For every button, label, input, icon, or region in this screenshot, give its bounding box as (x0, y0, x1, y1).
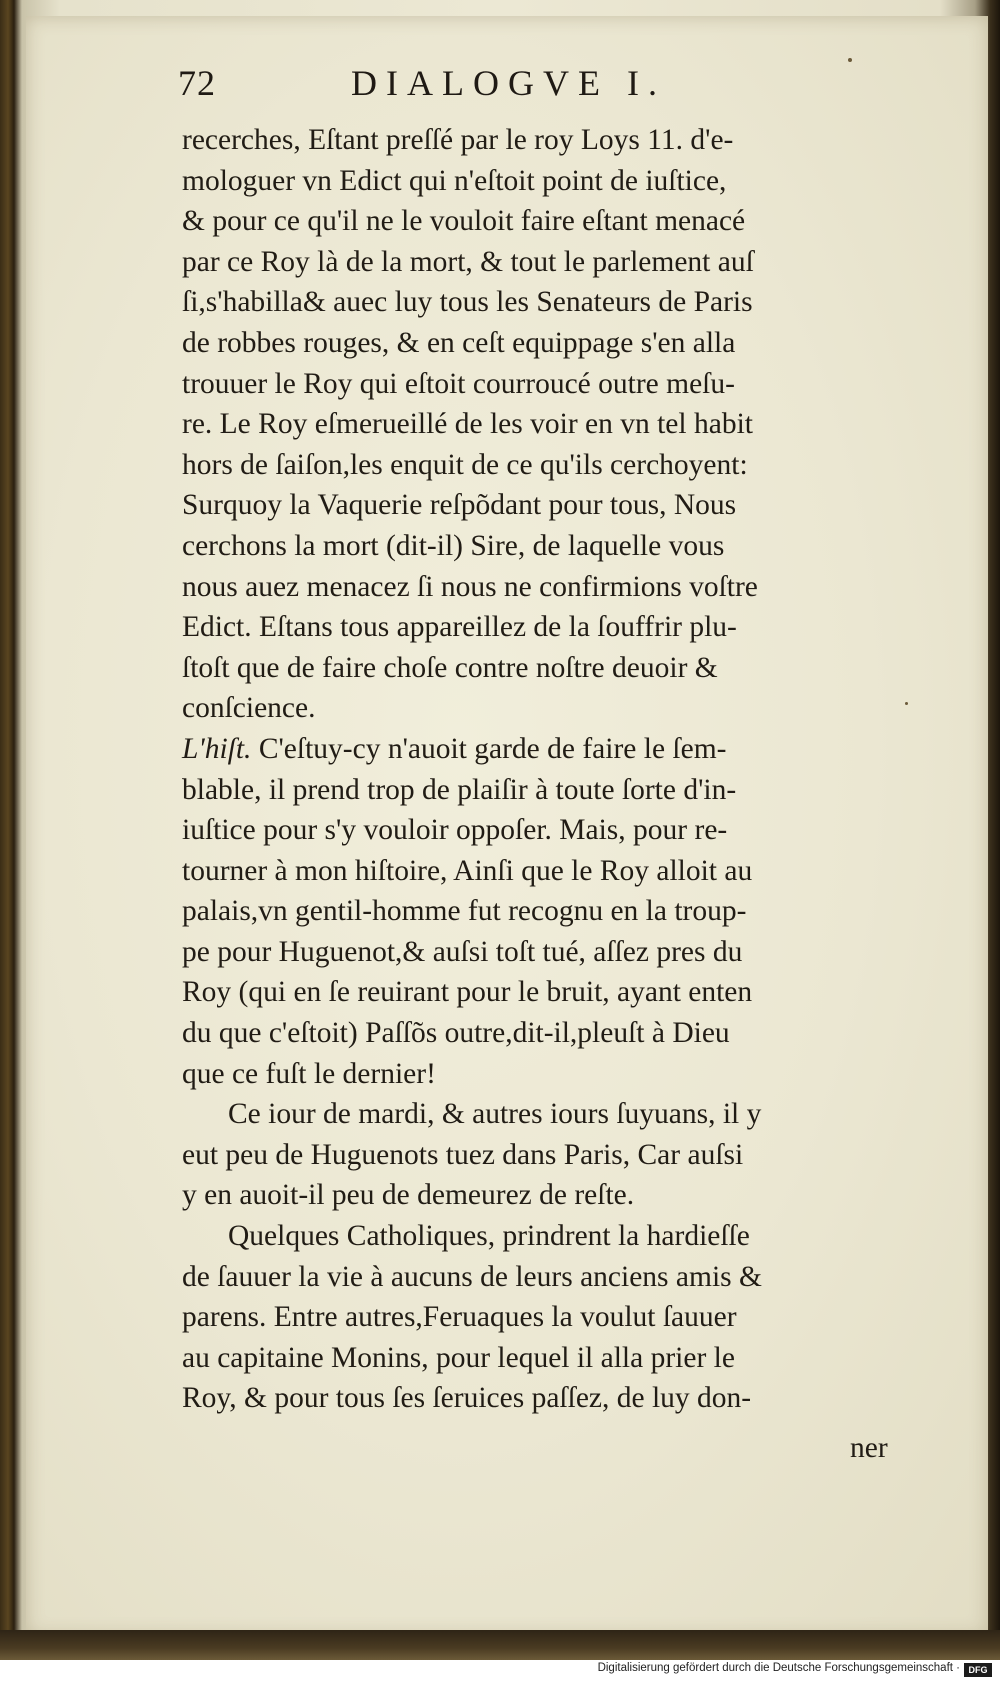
line-text: hors de ſaiſon,les enquit de ce qu'ils cerchoyent: (182, 448, 748, 481)
page-number: 72 (178, 63, 216, 103)
footer-credit: Digitalisierung gefördert durch die Deutsche Forschungsgemeinschaft · (597, 1662, 960, 1674)
text-line (182, 242, 897, 283)
text-line (182, 729, 897, 770)
text-line (182, 1054, 897, 1095)
text-line (182, 404, 897, 445)
line-text: Surquoy la Vaquerie reſpõdant pour tous, Nous (182, 489, 737, 522)
catchword: ner (850, 1432, 888, 1464)
running-head (178, 62, 738, 110)
line-text: de ſauuer la vie à aucuns de leurs anciens amis & (182, 1260, 762, 1293)
line-text: que ce fuſt le dernier! (182, 1057, 436, 1090)
text-line (182, 972, 897, 1013)
text-line (182, 1257, 897, 1298)
text-line (182, 1175, 897, 1216)
text-line (182, 485, 897, 526)
dfg-logo: DFG (964, 1663, 992, 1677)
line-text: conſcience. (182, 692, 316, 725)
text-line (182, 932, 897, 973)
line-text: Quelques Catholiques, prindrent la hardieſſe (228, 1220, 750, 1253)
line-text: recerches, Eſtant preſſé par le roy Loys 11. d'e- (182, 124, 734, 156)
running-title: DIALOGVE I. (351, 63, 666, 103)
line-text: re. Le Roy eſmerueillé de les voir en vn tel habit (182, 408, 753, 441)
text-line (182, 282, 897, 323)
text-line (182, 445, 897, 486)
text-line (182, 120, 897, 161)
line-text: eut peu de Huguenots tuez dans Paris, Car auſsi (182, 1138, 744, 1171)
text-line (182, 688, 897, 729)
line-text: ſi,s'habilla& auec luy tous les Senateurs de Paris (182, 286, 753, 319)
text-line (182, 1216, 897, 1257)
text-line (182, 526, 897, 567)
text-line (182, 1013, 897, 1054)
text-line (182, 1094, 897, 1135)
line-text: de robbes rouges, & en ceſt equippage s'en alla (182, 326, 736, 359)
line-text: cerchons la mort (dit-il) Sire, de laquelle vous (182, 529, 725, 562)
text-line (182, 323, 897, 364)
text-line (182, 1338, 897, 1379)
text-line (182, 810, 897, 851)
line-text: parens. Entre autres,Feruaques la voulut ſauuer (182, 1301, 737, 1334)
text-line (182, 364, 897, 405)
line-text: nous auez menacez ſi nous ne confirmions voſtre (182, 570, 758, 603)
text-line (182, 201, 897, 242)
text-line (182, 1297, 897, 1338)
text-line (182, 1378, 897, 1419)
line-text: palais,vn gentil-homme fut recognu en la troup- (182, 895, 747, 928)
line-text: blable, il prend trop de plaiſir à toute ſorte d'in- (182, 773, 737, 806)
text-line (182, 161, 897, 202)
text-line (182, 1135, 897, 1176)
line-text: Ce iour de mardi, & autres iours ſuyuans, il y (228, 1098, 762, 1131)
book-bottom-edge (0, 1630, 1000, 1660)
line-text: mologuer vn Edict qui n'eſtoit point de iuſtice, (182, 164, 727, 197)
line-text: ſtoſt que de faire choſe contre noſtre deuoir & (182, 651, 718, 684)
line-text: trouuer le Roy qui eſtoit courroucé outre meſu- (182, 367, 735, 400)
line-text: tourner à mon hiſtoire, Ainſi que le Roy alloit au (182, 854, 753, 887)
line-text: pe pour Huguenot,& auſsi toſt tué, aſſez pres du (182, 935, 743, 968)
line-text: y en auoit-il peu de demeurez de reſte. (182, 1179, 635, 1212)
text-line (182, 567, 897, 608)
line-text: C'eſtuy-cy n'auoit garde de faire le ſem- (251, 732, 727, 765)
line-text: Roy (qui en ſe reuirant pour le bruit, ayant enten (182, 976, 753, 1009)
speaker-label: L'hiſt. (182, 732, 252, 765)
footer (0, 1660, 1000, 1681)
body-text (182, 120, 897, 1419)
text-line (182, 770, 897, 811)
line-text: Roy, & pour tous ſes ſeruices paſſez, de luy don- (182, 1382, 752, 1415)
text-line (182, 891, 897, 932)
ink-speck (848, 58, 852, 62)
text-line (182, 648, 897, 689)
line-text: au capitaine Monins, pour lequel il alla prier le (182, 1341, 735, 1374)
text-line (182, 851, 897, 892)
line-text: par ce Roy là de la mort, & tout le parlement auſ (182, 245, 754, 278)
line-text: Edict. Eſtans tous appareillez de la ſouffrir plu- (182, 611, 737, 644)
text-line (182, 607, 897, 648)
line-text: & pour ce qu'il ne le vouloit faire eſtant menacé (182, 205, 746, 238)
ink-speck (905, 702, 908, 705)
line-text: du que c'eſtoit) Paſſõs outre,dit-il,pleuſt à Dieu (182, 1017, 730, 1050)
line-text: iuſtice pour s'y vouloir oppoſer. Mais, pour re- (182, 814, 728, 847)
